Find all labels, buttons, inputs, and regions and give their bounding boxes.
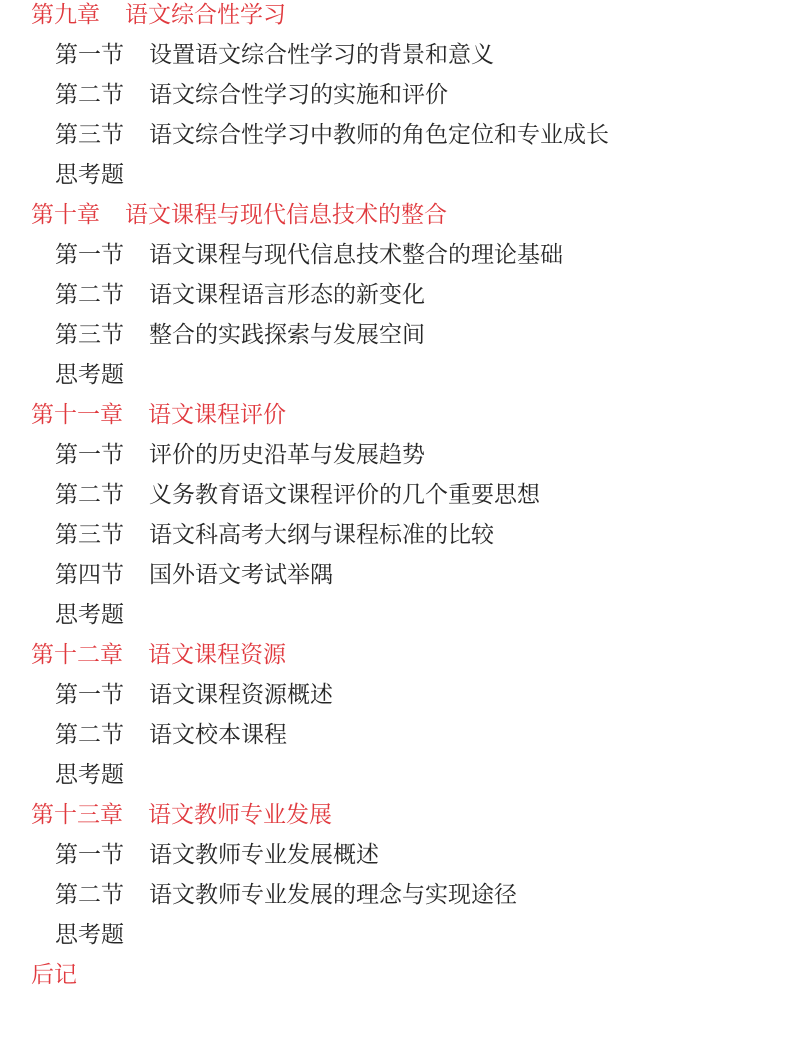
section-number: 第二节 <box>55 722 124 748</box>
chapter-number: 第十二章 <box>31 642 123 668</box>
section-number: 第二节 <box>55 482 124 508</box>
chapter-title: 语文教师专业发展 <box>148 802 332 828</box>
section-number: 第二节 <box>55 882 124 908</box>
toc-exercises[interactable] <box>0 600 790 640</box>
exercises-title: 思考题 <box>55 602 124 628</box>
toc-afterword[interactable] <box>0 960 790 1000</box>
chapter-number: 第十章 <box>31 202 100 228</box>
toc-exercises[interactable] <box>0 920 790 960</box>
section-title: 语文科高考大纲与课程标准的比较 <box>149 522 494 548</box>
section-title: 语文综合性学习的实施和评价 <box>149 82 448 108</box>
section-title: 语文教师专业发展概述 <box>149 842 379 868</box>
section-number: 第三节 <box>55 522 124 548</box>
section-number: 第一节 <box>55 42 124 68</box>
toc-section[interactable] <box>0 520 790 560</box>
exercises-title: 思考题 <box>55 922 124 948</box>
toc-chapter-12[interactable] <box>0 640 790 680</box>
toc-exercises[interactable] <box>0 360 790 400</box>
chapter-number: 第九章 <box>31 2 100 28</box>
section-number: 第二节 <box>55 82 124 108</box>
section-title: 义务教育语文课程评价的几个重要思想 <box>149 482 540 508</box>
toc-section[interactable] <box>0 840 790 880</box>
toc-chapter-11[interactable] <box>0 400 790 440</box>
chapter-title: 语文课程与现代信息技术的整合 <box>125 202 447 228</box>
section-number: 第四节 <box>55 562 124 588</box>
toc-section[interactable] <box>0 40 790 80</box>
section-title: 语文课程语言形态的新变化 <box>149 282 425 308</box>
toc-section[interactable] <box>0 240 790 280</box>
toc-section[interactable] <box>0 720 790 760</box>
section-title: 整合的实践探索与发展空间 <box>149 322 425 348</box>
section-number: 第一节 <box>55 442 124 468</box>
toc-section[interactable] <box>0 680 790 720</box>
section-title: 语文校本课程 <box>149 722 287 748</box>
toc-section[interactable] <box>0 440 790 480</box>
toc-section[interactable] <box>0 560 790 600</box>
section-title: 语文课程与现代信息技术整合的理论基础 <box>149 242 563 268</box>
toc-section[interactable] <box>0 480 790 520</box>
toc-section[interactable] <box>0 80 790 120</box>
chapter-title: 语文课程评价 <box>148 402 286 428</box>
section-number: 第三节 <box>55 122 124 148</box>
toc-chapter-9[interactable] <box>0 0 790 40</box>
chapter-number: 第十三章 <box>31 802 123 828</box>
section-number: 第三节 <box>55 322 124 348</box>
section-title: 设置语文综合性学习的背景和意义 <box>149 42 494 68</box>
section-title: 国外语文考试举隅 <box>149 562 333 588</box>
afterword-title: 后记 <box>31 962 77 988</box>
toc-chapter-10[interactable] <box>0 200 790 240</box>
toc-exercises[interactable] <box>0 760 790 800</box>
toc-section[interactable] <box>0 120 790 160</box>
toc-section[interactable] <box>0 880 790 920</box>
section-number: 第一节 <box>55 682 124 708</box>
chapter-number: 第十一章 <box>31 402 123 428</box>
section-title: 语文课程资源概述 <box>149 682 333 708</box>
toc-section[interactable] <box>0 320 790 360</box>
section-number: 第一节 <box>55 242 124 268</box>
exercises-title: 思考题 <box>55 162 124 188</box>
section-title: 语文教师专业发展的理念与实现途径 <box>149 882 517 908</box>
chapter-title: 语文课程资源 <box>148 642 286 668</box>
toc-section[interactable] <box>0 280 790 320</box>
section-number: 第一节 <box>55 842 124 868</box>
chapter-title: 语文综合性学习 <box>125 2 286 28</box>
section-number: 第二节 <box>55 282 124 308</box>
section-title: 评价的历史沿革与发展趋势 <box>149 442 425 468</box>
exercises-title: 思考题 <box>55 362 124 388</box>
section-title: 语文综合性学习中教师的角色定位和专业成长 <box>149 122 609 148</box>
exercises-title: 思考题 <box>55 762 124 788</box>
toc-chapter-13[interactable] <box>0 800 790 840</box>
toc-exercises[interactable] <box>0 160 790 200</box>
